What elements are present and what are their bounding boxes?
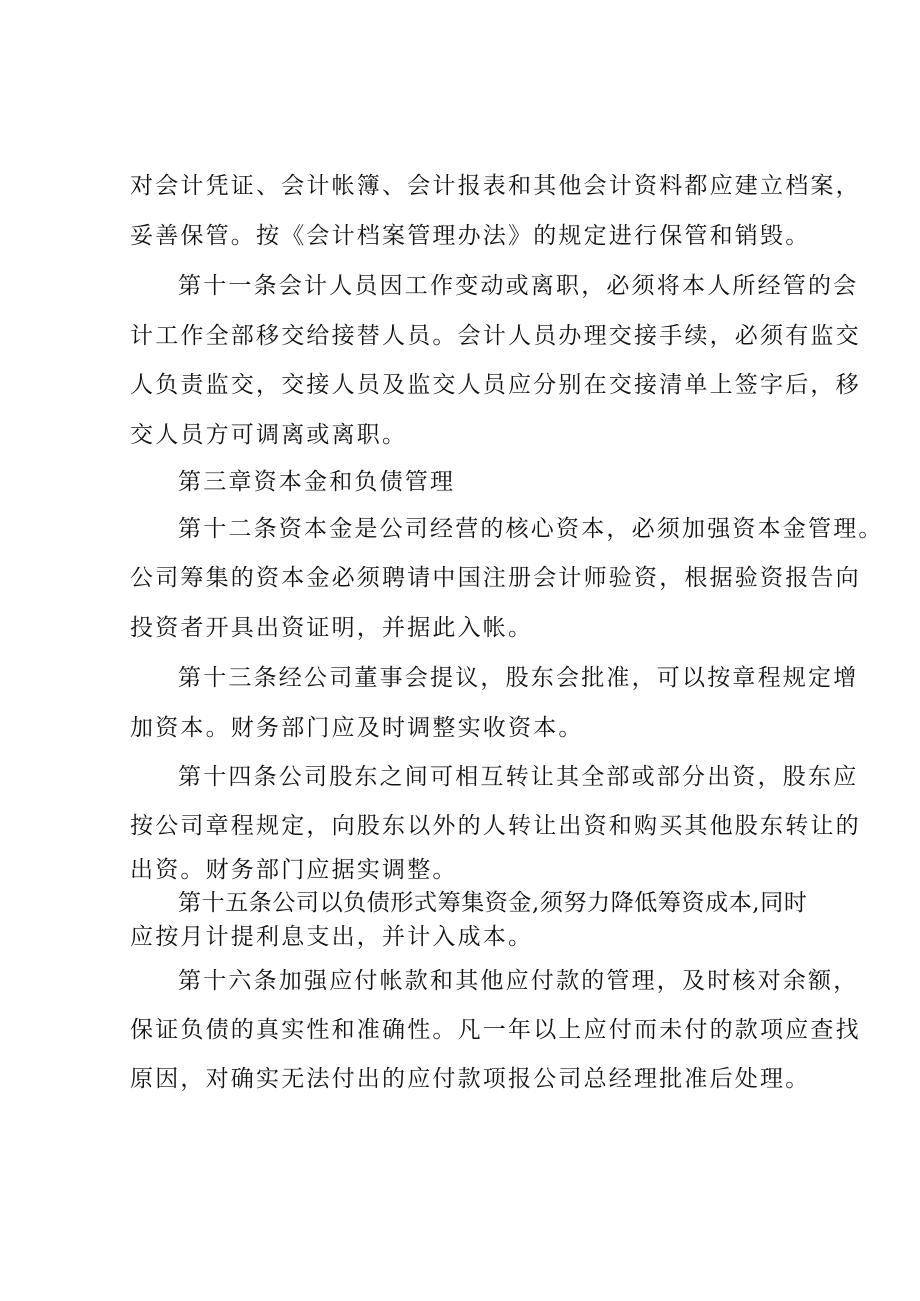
text-line: 应按月计提利息支出，并计入成本。 xyxy=(130,924,534,950)
text-line: 原因，对确实无法付出的应付款项报公司总经理批准后处理。 xyxy=(130,1066,811,1092)
paragraph-start-article-14: 第十四条公司股东之间可相互转让其全部或部分出资，股东应 xyxy=(178,764,859,790)
text-line: 出资。财务部门应据实调整。 xyxy=(130,857,458,883)
text-line: 交人员方可调离或离职。 xyxy=(130,422,408,448)
paragraph-start-article-15: 第十五条公司以负债形式筹集资金,须努力降低筹资成本,同时 xyxy=(178,890,808,916)
text-line: 按公司章程规定，向股东以外的人转让出资和购买其他股东转让的 xyxy=(130,813,861,839)
paragraph-start-article-12: 第十二条资本金是公司经营的核心资本，必须加强资本金管理。 xyxy=(178,516,884,542)
text-line: 保证负债的真实性和准确性。凡一年以上应付而未付的款项应查找 xyxy=(130,1017,861,1043)
text-line: 加资本。财务部门应及时调整实收资本。 xyxy=(130,715,584,741)
text-line: 对会计凭证、会计帐簿、会计报表和其他会计资料都应建立档案， xyxy=(130,173,861,199)
text-line: 计工作全部移交给接替人员。会计人员办理交接手续，必须有监交 xyxy=(130,323,861,349)
paragraph-start-article-11: 第十一条会计人员因工作变动或离职，必须将本人所经管的会 xyxy=(178,273,859,299)
text-line: 投资者开具出资证明，并据此入帐。 xyxy=(130,615,534,641)
paragraph-start-article-13: 第十三条经公司董事会提议，股东会批准，可以按章程规定增 xyxy=(178,665,859,691)
text-line: 人负责监交，交接人员及监交人员应分别在交接清单上签字后，移 xyxy=(130,372,861,398)
text-line: 妥善保管。按《会计档案管理办法》的规定进行保管和销毁。 xyxy=(130,223,811,249)
text-line: 公司筹集的资本金必须聘请中国注册会计师验资，根据验资报告向 xyxy=(130,565,861,591)
chapter-heading: 第三章资本金和负债管理 xyxy=(178,469,456,495)
paragraph-start-article-16: 第十六条加强应付帐款和其他应付款的管理，及时核对余额， xyxy=(178,968,859,994)
